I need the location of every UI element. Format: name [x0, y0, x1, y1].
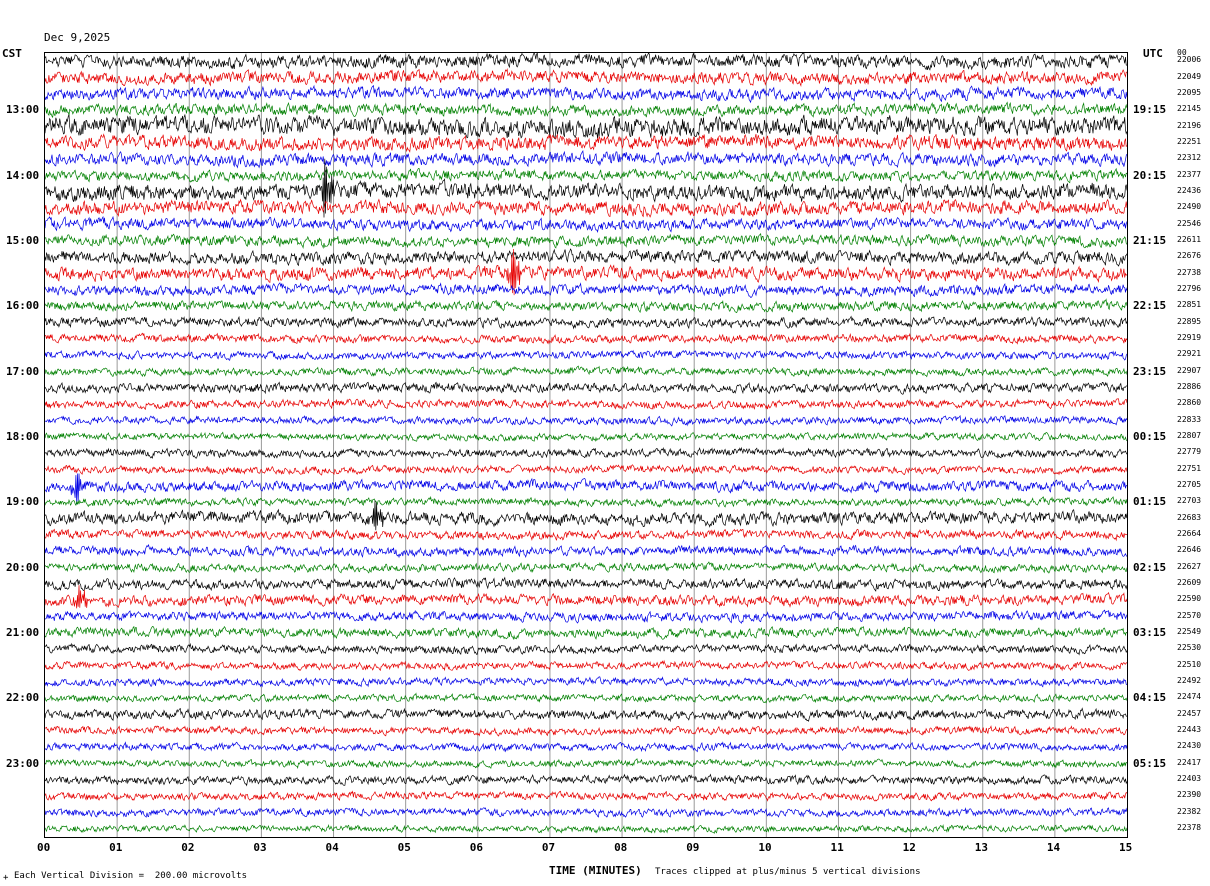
trace-11: [45, 234, 1127, 248]
trace-36: [45, 644, 1127, 655]
trace-9: [45, 200, 1127, 217]
scale-value: 22390: [1177, 790, 1202, 800]
x-tick-00: 00: [37, 841, 51, 854]
scale-value: 22006: [1177, 55, 1202, 65]
scale-value: 22833: [1177, 414, 1202, 424]
scale-value: 22377: [1177, 169, 1202, 179]
trace-19: [45, 366, 1127, 377]
scale-value: 22490: [1177, 202, 1202, 212]
scale-value: 22611: [1177, 234, 1202, 244]
scale-value: 22907: [1177, 365, 1202, 375]
trace-32: [45, 578, 1127, 591]
scale-value: 22382: [1177, 806, 1202, 816]
scale-value: 22705: [1177, 479, 1202, 489]
utc-axis-label: UTC: [1143, 47, 1163, 60]
seismogram-plot: [44, 52, 1128, 838]
scale-value: 22738: [1177, 267, 1202, 277]
trace-16: [45, 317, 1127, 329]
hour-label-utc-1915: 19:15: [1133, 103, 1167, 117]
x-tick-14: 14: [1046, 841, 1061, 854]
trace-23: [45, 432, 1127, 441]
trace-10: [45, 217, 1127, 232]
trace-31: [45, 562, 1127, 573]
trace-24: [45, 448, 1127, 458]
scale-value: 22430: [1177, 741, 1202, 751]
scale-value: 22703: [1177, 496, 1202, 506]
scale-value: 22796: [1177, 283, 1202, 293]
trace-5: [45, 134, 1127, 152]
scale-value: 22751: [1177, 463, 1202, 473]
hour-label-cst-2000: 20:00: [6, 560, 40, 574]
trace-40: [45, 708, 1127, 721]
scale-value: 22095: [1177, 87, 1202, 97]
clip-note: Traces clipped at plus/minus 5 vertical divisions: [655, 867, 921, 877]
trace-0: [45, 53, 1127, 70]
x-tick-15: 15: [1119, 841, 1133, 854]
cst-axis-label: CST: [2, 47, 22, 60]
trace-20: [45, 382, 1127, 394]
trace-38: [45, 677, 1127, 687]
x-tick-04: 04: [325, 841, 339, 854]
hour-label-cst-1700: 17:00: [6, 364, 40, 378]
trace-1: [45, 69, 1127, 85]
hour-label-cst-1400: 14:00: [6, 168, 40, 182]
scale-value: 22779: [1177, 447, 1202, 457]
scale-value: 22049: [1177, 71, 1202, 81]
trace-44: [45, 775, 1127, 786]
trace-14: [45, 283, 1127, 298]
trace-26: [45, 474, 1127, 505]
scale-value: 22570: [1177, 610, 1202, 620]
scale-value: 22590: [1177, 594, 1202, 604]
scale-value: 22860: [1177, 398, 1202, 408]
trace-43: [45, 759, 1127, 768]
x-tick-12: 12: [902, 841, 916, 854]
trace-21: [45, 399, 1127, 410]
scale-value: 22443: [1177, 724, 1202, 734]
scale-value: 22895: [1177, 316, 1202, 326]
trace-2: [45, 86, 1127, 103]
scale-value: 22807: [1177, 430, 1202, 440]
hour-label-utc-0315: 03:15: [1133, 625, 1167, 639]
trace-12: [45, 249, 1127, 266]
trace-45: [45, 791, 1127, 801]
trace-3: [45, 102, 1127, 117]
trace-39: [45, 694, 1127, 703]
x-tick-02: 02: [181, 841, 195, 854]
scale-value: 22196: [1177, 120, 1202, 130]
hour-label-utc-0515: 05:15: [1133, 756, 1167, 770]
scale-note: Each Vertical Division = 200.00 microvolts: [14, 871, 247, 881]
trace-47: [45, 825, 1127, 833]
scale-value: 22251: [1177, 136, 1202, 146]
header-date: Dec 9,2025: [44, 31, 111, 44]
x-tick-08: 08: [614, 841, 628, 854]
x-tick-11: 11: [830, 841, 844, 854]
trace-41: [45, 726, 1127, 736]
trace-33: [45, 585, 1127, 608]
trace-22: [45, 416, 1127, 426]
scale-value: 22851: [1177, 300, 1202, 310]
trace-18: [45, 351, 1127, 361]
hour-label-utc-0115: 01:15: [1133, 495, 1167, 509]
trace-35: [45, 627, 1127, 640]
scale-value: 00: [1177, 48, 1187, 57]
scale-value: 22609: [1177, 577, 1202, 587]
scale-value: 22457: [1177, 708, 1202, 718]
hour-label-cst-2100: 21:00: [6, 625, 40, 639]
scale-value: 22646: [1177, 545, 1202, 555]
trace-17: [45, 333, 1127, 344]
x-tick-06: 06: [469, 841, 484, 854]
scale-value: 22546: [1177, 218, 1202, 228]
scale-value: 22919: [1177, 332, 1202, 342]
trace-42: [45, 742, 1127, 751]
hour-label-utc-0215: 02:15: [1133, 560, 1167, 574]
footer-tick-mark: +: [3, 873, 9, 883]
scale-value: 22530: [1177, 643, 1202, 653]
scale-value: 22312: [1177, 153, 1202, 163]
trace-30: [45, 545, 1127, 557]
hour-label-utc-0015: 00:15: [1133, 429, 1167, 443]
scale-value: 22145: [1177, 104, 1202, 114]
scale-value: 22378: [1177, 822, 1202, 832]
trace-8: [45, 159, 1127, 218]
hour-label-cst-1900: 19:00: [6, 495, 40, 509]
trace-29: [45, 529, 1127, 540]
scale-value: 22474: [1177, 692, 1202, 702]
scale-value: 22492: [1177, 675, 1202, 685]
scale-value: 22886: [1177, 381, 1202, 391]
x-tick-03: 03: [253, 841, 267, 854]
hour-label-utc-2215: 22:15: [1133, 299, 1167, 313]
trace-6: [45, 151, 1127, 167]
trace-15: [45, 300, 1127, 313]
x-tick-13: 13: [974, 841, 988, 854]
x-tick-09: 09: [686, 841, 700, 854]
scale-value: 22417: [1177, 757, 1202, 767]
scale-value: 22510: [1177, 659, 1202, 669]
x-tick-05: 05: [397, 841, 411, 854]
scale-value: 22921: [1177, 349, 1202, 359]
hour-label-cst-1300: 13:00: [6, 103, 40, 117]
scale-value: 22676: [1177, 251, 1202, 261]
hour-label-cst-1600: 16:00: [6, 299, 40, 313]
trace-25: [45, 465, 1127, 475]
x-tick-01: 01: [109, 841, 123, 854]
scale-value: 22627: [1177, 561, 1202, 571]
scale-value: 22403: [1177, 773, 1202, 783]
x-tick-10: 10: [758, 841, 772, 854]
hour-label-utc-2315: 23:15: [1133, 364, 1167, 378]
x-axis-title: TIME (MINUTES): [549, 864, 642, 877]
hour-label-cst-1800: 18:00: [6, 429, 40, 443]
scale-value: 22683: [1177, 512, 1202, 522]
trace-4: [45, 115, 1127, 139]
scale-value: 22664: [1177, 528, 1202, 538]
trace-27: [45, 497, 1127, 507]
trace-37: [45, 660, 1127, 670]
trace-34: [45, 610, 1127, 623]
trace-46: [45, 808, 1127, 817]
x-tick-07: 07: [541, 841, 556, 854]
scale-value: 22436: [1177, 185, 1202, 195]
hour-label-cst-2300: 23:00: [6, 756, 40, 770]
hour-label-utc-0415: 04:15: [1133, 691, 1167, 705]
trace-7: [45, 168, 1127, 182]
hour-label-cst-2200: 22:00: [6, 691, 40, 705]
hour-label-cst-1500: 15:00: [6, 233, 40, 247]
hour-label-utc-2015: 20:15: [1133, 168, 1167, 182]
trace-28: [45, 501, 1127, 531]
hour-label-utc-2115: 21:15: [1133, 233, 1167, 247]
scale-value: 22549: [1177, 626, 1202, 636]
